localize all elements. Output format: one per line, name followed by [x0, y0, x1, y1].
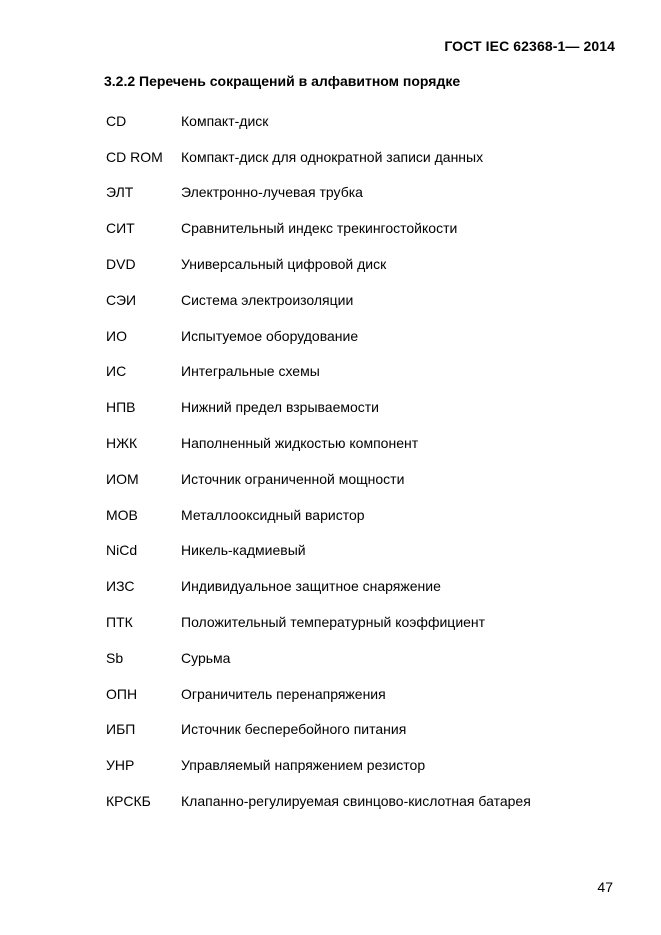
abbreviation-row [106, 354, 626, 390]
abbreviation-code: ИЗС [106, 578, 135, 595]
abbreviation-list [106, 103, 626, 819]
abbreviation-code: Sb [106, 649, 124, 666]
abbreviation-row [106, 318, 626, 354]
abbreviation-row [106, 282, 626, 318]
abbreviation-description: Компакт-диск для однократной записи данных [181, 148, 484, 165]
abbreviation-row [106, 246, 626, 282]
abbreviation-row [106, 497, 626, 533]
abbreviation-row [106, 389, 626, 425]
abbreviation-description: Ограничитель перенапряжения [181, 685, 386, 702]
abbreviation-code: ЭЛТ [106, 184, 134, 201]
abbreviation-description: Индивидуальное защитное снаряжение [181, 578, 441, 595]
section-title: 3.2.2 Перечень сокращений в алфавитном порядке [104, 73, 461, 89]
abbreviation-code: НПВ [106, 399, 136, 416]
abbreviation-description: Положительный температурный коэффициент [181, 614, 486, 631]
abbreviation-code: СЭИ [106, 291, 137, 308]
abbreviation-code: ИС [106, 363, 127, 380]
abbreviation-code: МОВ [106, 506, 138, 523]
abbreviation-code: ИОМ [106, 470, 139, 487]
abbreviation-description: Сурьма [181, 649, 231, 666]
abbreviation-description: Универсальный цифровой диск [181, 256, 387, 273]
abbreviation-code: ПТК [106, 614, 133, 631]
abbreviation-row [106, 425, 626, 461]
abbreviation-description: Источник ограниченной мощности [181, 470, 405, 487]
abbreviation-row [106, 783, 626, 819]
abbreviation-code: ИО [106, 327, 127, 344]
abbreviation-code: КРСКБ [106, 793, 151, 810]
abbreviation-row [106, 604, 626, 640]
abbreviation-description: Испытуемое оборудование [181, 327, 359, 344]
abbreviation-code: УНР [106, 757, 135, 774]
abbreviation-code: ИБП [106, 721, 136, 738]
abbreviation-description: Наполненный жидкостью компонент [181, 435, 419, 452]
abbreviation-description: Электронно-лучевая трубка [181, 184, 363, 201]
abbreviation-row [106, 640, 626, 676]
abbreviation-code: CD ROM [106, 148, 163, 165]
abbreviation-code: СИТ [106, 220, 135, 237]
abbreviation-row [106, 533, 626, 569]
abbreviation-code: ОПН [106, 685, 138, 702]
abbreviation-description: Система электроизоляции [181, 291, 354, 308]
standard-header: ГОСТ IEC 62368-1— 2014 [444, 38, 615, 54]
abbreviation-code: NiCd [106, 542, 138, 559]
abbreviation-row [106, 461, 626, 497]
abbreviation-row [106, 103, 626, 139]
abbreviation-description: Интегральные схемы [181, 363, 320, 380]
abbreviation-row [106, 712, 626, 748]
abbreviation-description: Сравнительный индекс трекингостойкости [181, 220, 458, 237]
abbreviation-row [106, 568, 626, 604]
abbreviation-code: CD [106, 112, 127, 129]
abbreviation-description: Никель-кадмиевый [181, 542, 306, 559]
abbreviation-description: Источник бесперебойного питания [181, 721, 407, 738]
abbreviation-row [106, 676, 626, 712]
abbreviation-row [106, 210, 626, 246]
abbreviation-description: Металлооксидный варистор [181, 506, 365, 523]
abbreviation-description: Управляемый напряжением резистор [181, 757, 426, 774]
abbreviation-code: DVD [106, 256, 136, 273]
abbreviation-row [106, 175, 626, 211]
page-number: 47 [597, 879, 613, 895]
abbreviation-description: Нижний предел взрываемости [181, 399, 379, 416]
abbreviation-code: НЖК [106, 435, 138, 452]
abbreviation-row [106, 139, 626, 175]
abbreviation-description: Компакт-диск [181, 112, 269, 129]
abbreviation-row [106, 747, 626, 783]
abbreviation-description: Клапанно-регулируемая свинцово-кислотная батарея [181, 793, 531, 810]
